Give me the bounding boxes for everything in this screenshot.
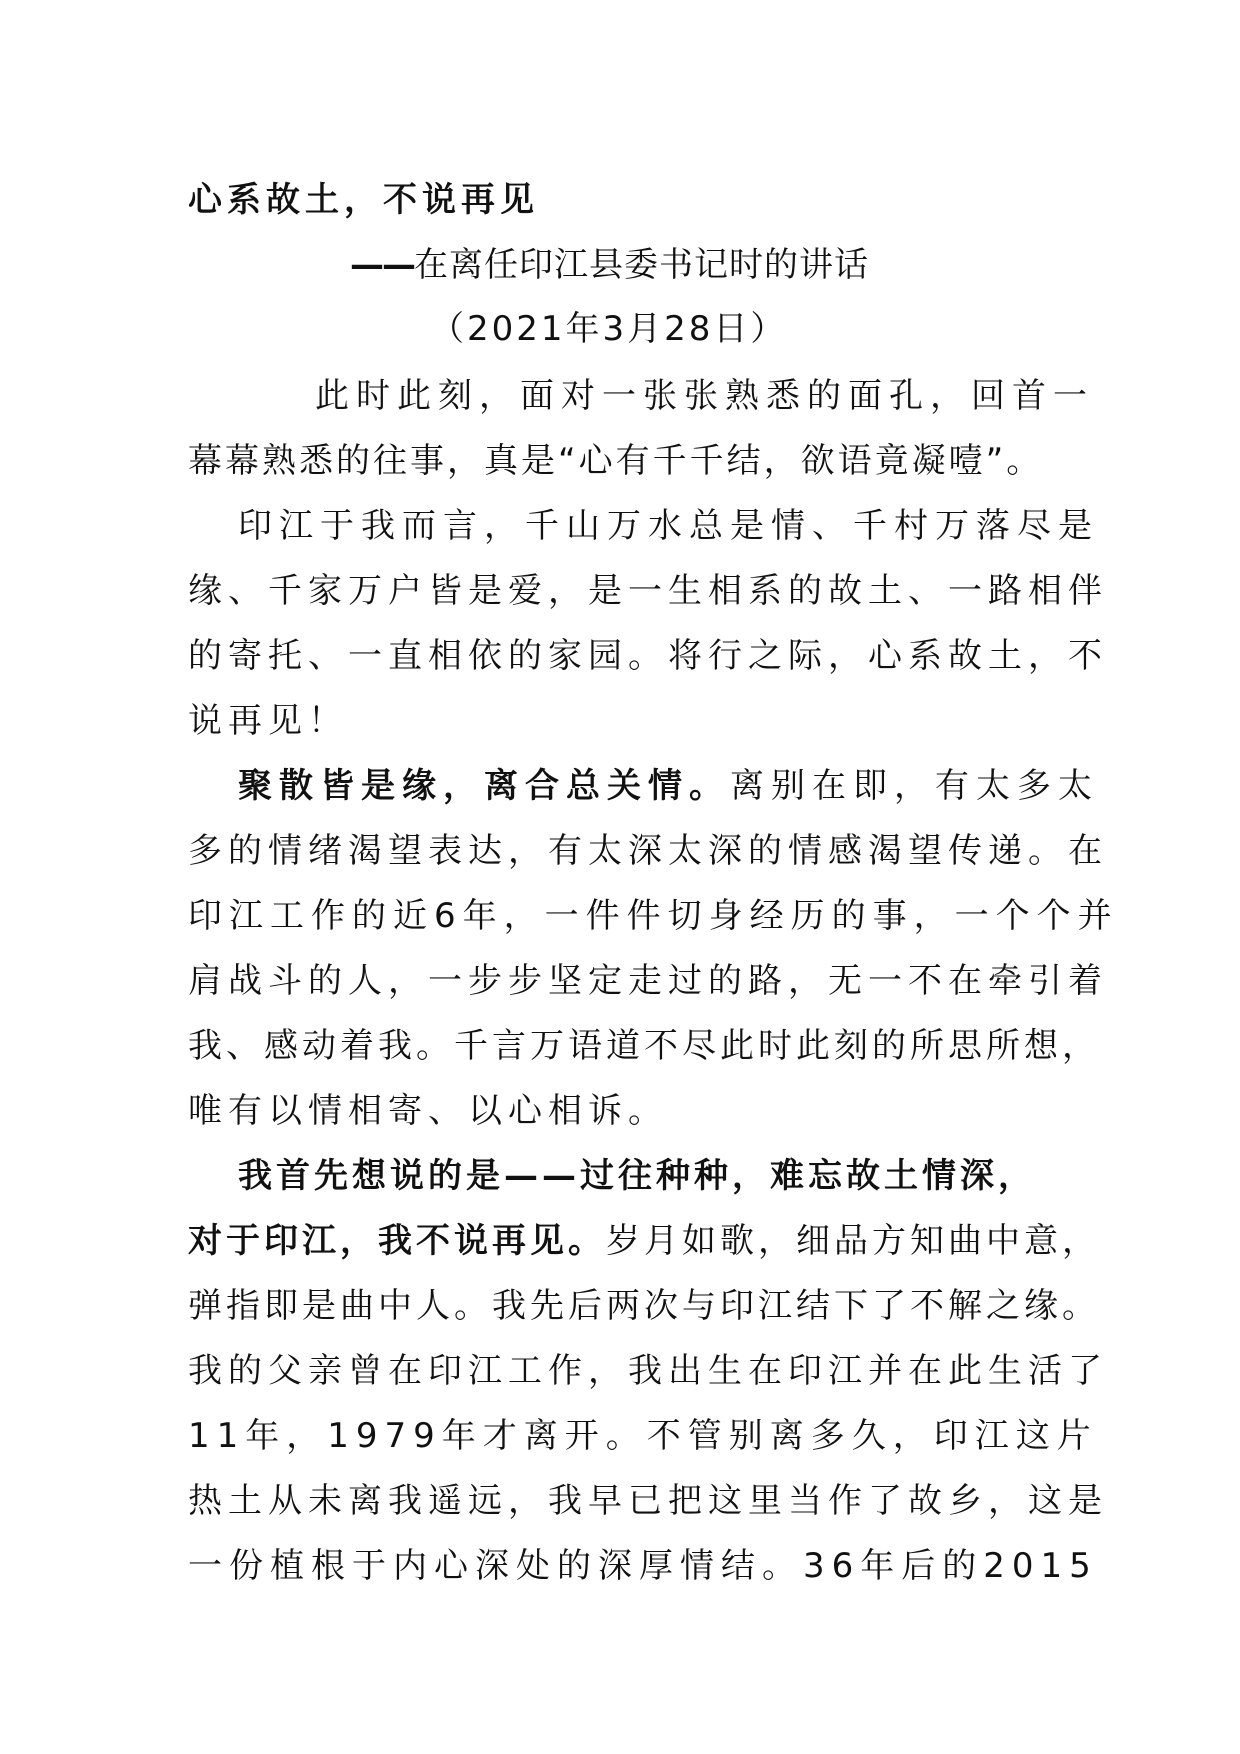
line-text: 离别在即，有太多太 <box>730 766 1099 806</box>
paragraph-line: 的寄托、一直相依的家园。将行之际，心系故土，不 <box>188 636 1108 676</box>
paragraph-line: 弹指即是曲中人。我先后两次与印江结下了不解之缘。 <box>188 1286 1100 1326</box>
subtitle-dash: —— <box>350 245 414 285</box>
paragraph-line: 多的情绪渴望表达，有太深太深的情感渴望传递。在 <box>188 831 1108 871</box>
paragraph-line: 此时此刻，面对一张张熟悉的面孔，回首一 <box>315 376 1094 416</box>
paragraph-line: 11年，1979年才离开。不管别离多久，印江这片 <box>188 1416 1098 1456</box>
paragraph-line <box>188 1221 1100 1261</box>
paragraph-line: 幕幕熟悉的往事，真是“心有千千结，欲语竟凝噎”。 <box>188 441 1044 481</box>
paragraph-line: 缘、千家万户皆是爱，是一生相系的故土、一路相伴 <box>188 571 1108 611</box>
paragraph-line <box>238 766 1099 806</box>
paragraph-line: 一份植根于内心深处的深厚情结。36年后的2015 <box>188 1546 1098 1586</box>
paragraph-line: 我、感动着我。千言万语道不尽此时此刻的所思所想， <box>188 1026 1100 1066</box>
document-subtitle <box>350 245 869 285</box>
paragraph-line: 我的父亲曾在印江工作，我出生在印江并在此生活了 <box>188 1351 1108 1391</box>
document-date: （2021年3月28日） <box>430 309 788 349</box>
bold-lead: 聚散皆是缘，离合总关情。 <box>238 766 730 806</box>
paragraph-line: 热土从未离我遥远，我早已把这里当作了故乡，这是 <box>188 1481 1108 1521</box>
paragraph-line: 肩战斗的人，一步步坚定走过的路，无一不在牵引着 <box>188 961 1108 1001</box>
paragraph-line: 唯有以情相寄、以心相诉。 <box>188 1091 668 1131</box>
subtitle-text: 在离任印江县委书记时的讲话 <box>414 245 869 285</box>
paragraph-line: 印江工作的近6年，一件件切身经历的事，一个个并 <box>188 896 1119 936</box>
line-text: 岁月如歌，细品方知曲中意， <box>606 1221 1100 1261</box>
document-title: 心系故土，不说再见 <box>188 180 539 220</box>
bold-lead: 对于印江，我不说再见。 <box>188 1221 606 1261</box>
paragraph-line: 印江于我而言，千山万水总是情、千村万落尽是 <box>238 506 1099 546</box>
paragraph-line: 我首先想说的是——过往种种，难忘故土情深， <box>238 1156 1036 1196</box>
paragraph-line: 说再见！ <box>188 701 348 741</box>
